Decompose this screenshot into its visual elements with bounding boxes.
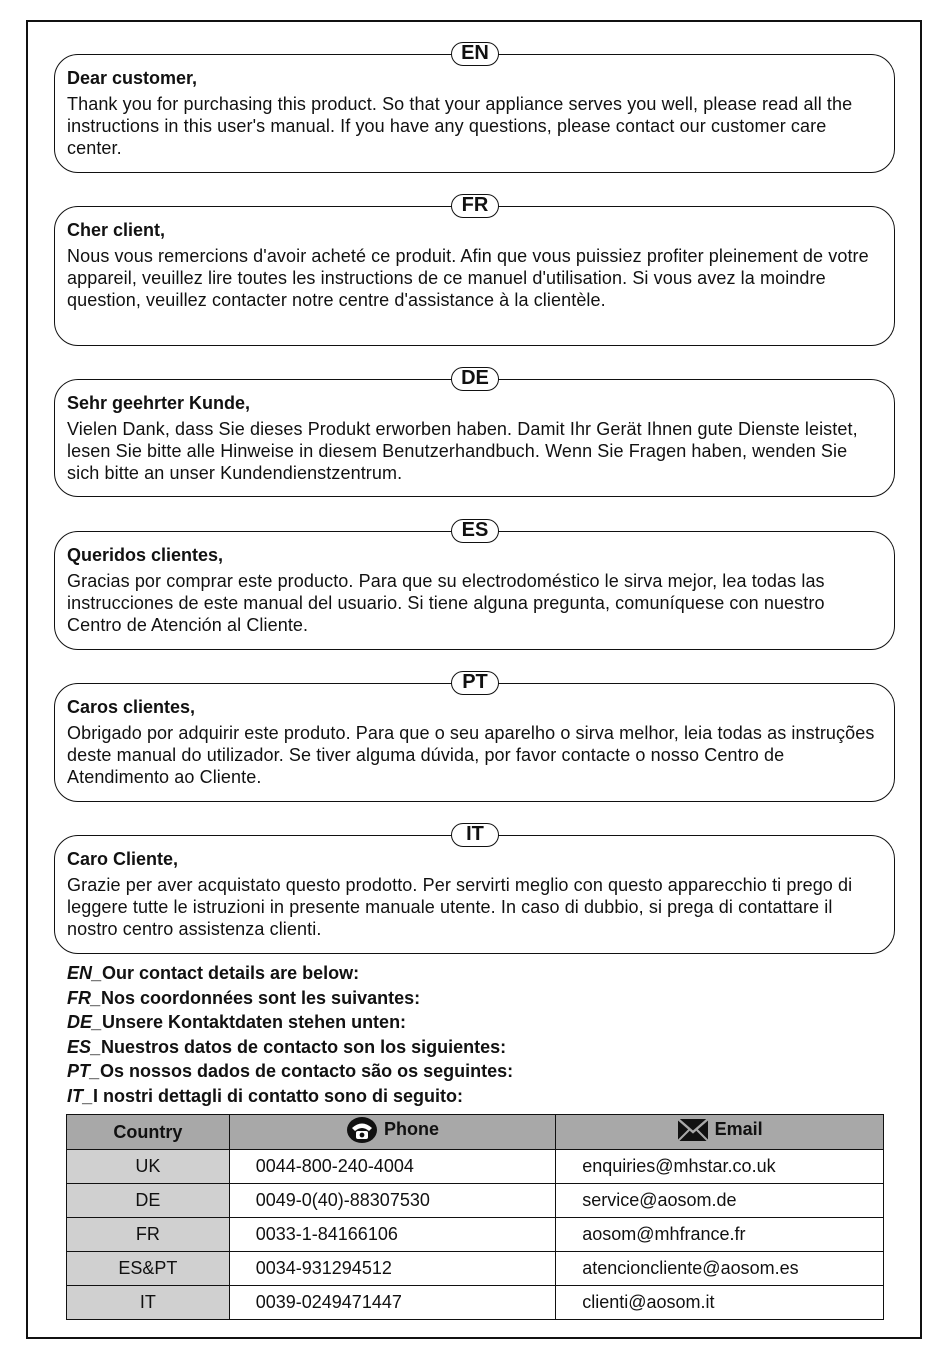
section-es	[54, 519, 895, 650]
section-de	[54, 367, 895, 497]
contact-intro-text: Nuestros datos de contacto son los siguientes:	[101, 1036, 507, 1057]
contact-intro-pt	[67, 1059, 907, 1084]
greeting-fr: Cher client,	[67, 220, 166, 240]
message-de: Vielen Dank, dass Sie dieses Produkt erworben haben. Damit Ihr Gerät Ihnen gute Dienste leistet, lesen Sie bitte alle Hinweise in diesem Benutzerhandbuch. Wenn Sie Fragen haben, wenden Sie sich bitte an unser Kundendienstzentrum.	[67, 419, 858, 484]
contact-intro-text: Unsere Kontaktdaten stehen unten:	[102, 1012, 407, 1033]
contact-intro-text: I nostri dettagli di contatto sono di seguito:	[93, 1085, 463, 1106]
language-code: FR_	[67, 987, 102, 1008]
header-email-label: Email	[714, 1119, 763, 1139]
message-it: Grazie per aver acquistato questo prodotto. Per servirti meglio con questo apparecchio ti prego di leggere tutte le istruzioni in presente manuale utente. In caso di dubbio, si prega di contattare il nostro centro assistenza clienti.	[67, 875, 853, 940]
contact-intro-text: Os nossos dados de contacto são os seguintes:	[100, 1061, 514, 1082]
language-badge-en: EN	[451, 42, 499, 66]
language-badge-it: IT	[451, 823, 499, 847]
language-code: PT_	[67, 1061, 101, 1082]
contact-intro-fr	[67, 986, 907, 1011]
language-code: ES_	[67, 1036, 102, 1057]
section-fr	[54, 194, 895, 346]
table-row	[67, 1252, 884, 1286]
message-fr: Nous vous remercions d'avoir acheté ce produit. Afin que vous puissiez profiter pleinement de votre appareil, veuillez lire toutes les instructions de ce manuel d'utilisation. Si vous avez la moindre question, veuillez contacter notre centre d'assistance à la clientèle.	[67, 246, 869, 311]
language-badge-pt: PT	[451, 671, 499, 695]
contact-intro-es	[67, 1035, 907, 1060]
contact-intro-list	[67, 961, 907, 1109]
email-cell: service@aosom.de	[556, 1184, 884, 1218]
section-pt	[54, 671, 895, 802]
phone-cell: 0049-0(40)-88307530	[229, 1184, 556, 1218]
country-cell: FR	[67, 1218, 230, 1252]
table-header-row	[67, 1115, 884, 1150]
contact-intro-en	[67, 961, 907, 986]
envelope-icon	[677, 1117, 709, 1143]
email-cell: clienti@aosom.it	[556, 1286, 884, 1320]
phone-cell: 0044-800-240-4004	[229, 1150, 556, 1184]
table-row	[67, 1184, 884, 1218]
greeting-de: Sehr geehrter Kunde,	[67, 393, 251, 413]
greeting-pt: Caros clientes,	[67, 697, 196, 717]
country-cell: IT	[67, 1286, 230, 1320]
header-country	[67, 1115, 230, 1150]
country-cell: DE	[67, 1184, 230, 1218]
table-row	[67, 1218, 884, 1252]
message-pt: Obrigado por adquirir este produto. Para que o seu aparelho o sirva melhor, leia todas as instruções deste manual do utilizador. Se tiver alguma dúvida, por favor contacte o nosso Centro de Atendimento ao Cliente.	[67, 723, 875, 788]
language-badge-de: DE	[451, 367, 499, 391]
section-it	[54, 823, 895, 954]
phone-cell: 0033-1-84166106	[229, 1218, 556, 1252]
table-row	[67, 1150, 884, 1184]
language-badge-fr: FR	[451, 194, 499, 218]
language-badge-es: ES	[451, 519, 499, 543]
header-email	[556, 1115, 884, 1150]
contact-intro-it	[67, 1084, 907, 1109]
email-cell: aosom@mhfrance.fr	[556, 1218, 884, 1252]
telephone-icon	[346, 1116, 378, 1144]
contact-intro-text: Our contact details are below:	[102, 963, 360, 983]
contact-table	[66, 1114, 884, 1320]
country-cell: UK	[67, 1150, 230, 1184]
contact-intro-de	[67, 1010, 907, 1035]
greeting-en: Dear customer,	[67, 68, 198, 88]
greeting-es: Queridos clientes,	[67, 545, 224, 565]
section-en	[54, 42, 895, 173]
table-row	[67, 1286, 884, 1320]
language-code: DE_	[67, 1012, 103, 1033]
email-cell: enquiries@mhstar.co.uk	[556, 1150, 884, 1184]
language-code: EN_	[67, 963, 103, 983]
header-phone-label: Phone	[383, 1119, 439, 1139]
phone-cell: 0039-0249471447	[229, 1286, 556, 1320]
language-code: IT_	[67, 1085, 94, 1106]
email-cell: atencioncliente@aosom.es	[556, 1252, 884, 1286]
greeting-it: Caro Cliente,	[67, 849, 179, 869]
message-es: Gracias por comprar este producto. Para que su electrodoméstico le sirva mejor, lea todas las instrucciones de este manual del usuario. Si tiene alguna pregunta, comuníquese con nuestro Centro de Atención al Cliente.	[67, 571, 825, 636]
message-en: Thank you for purchasing this product. So that your appliance serves you well, please read all the instructions in this user's manual. If you have any questions, please contact our customer care center.	[67, 94, 853, 159]
contact-intro-text: Nos coordonnées sont les suivantes:	[101, 987, 421, 1008]
header-country-label: Country	[113, 1121, 183, 1142]
country-cell: ES&PT	[67, 1252, 230, 1286]
phone-cell: 0034-931294512	[229, 1252, 556, 1286]
header-phone	[229, 1115, 556, 1150]
